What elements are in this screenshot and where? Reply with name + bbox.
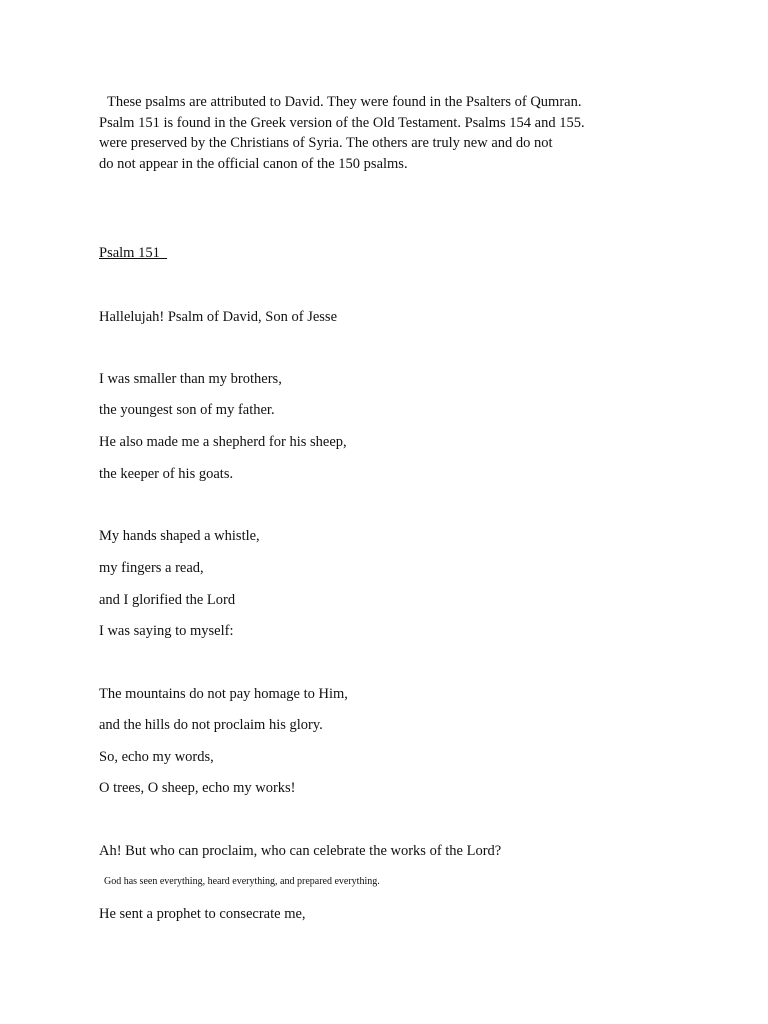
psalm-subtitle: Hallelujah! Psalm of David, Son of Jesse: [99, 309, 338, 325]
verse-line: My hands shaped a whistle,: [99, 528, 260, 544]
intro-line: Psalm 151 is found in the Greek version of the Old Testament. Psalms 154 and 155.: [99, 114, 585, 131]
verse-line: So, echo my words,: [99, 749, 214, 765]
small-verse-line: God has seen everything, heard everything, and prepared everything.: [104, 876, 380, 887]
verse-line: He also made me a shepherd for his sheep,: [99, 434, 347, 450]
intro-line: do not appear in the official canon of the 150 psalms.: [99, 155, 408, 172]
verse-line: my fingers a read,: [99, 560, 204, 576]
intro-line: were preserved by the Christians of Syria. The others are truly new and do not: [99, 135, 553, 151]
verse-line: He sent a prophet to consecrate me,: [99, 906, 306, 922]
psalm-heading: Psalm 151: [99, 245, 168, 261]
verse-line: the keeper of his goats.: [99, 466, 234, 482]
intro-line: These psalms are attributed to David. They were found in the Psalters of Qumran.: [107, 94, 582, 110]
verse-line: I was smaller than my brothers,: [99, 371, 282, 387]
verse-line: The mountains do not pay homage to Him,: [99, 686, 348, 702]
verse-line: Ah! But who can proclaim, who can celebrate the works of the Lord?: [99, 843, 502, 859]
verse-line: O trees, O sheep, echo my works!: [99, 780, 296, 796]
intro-paragraph: [99, 92, 659, 174]
verse-line: and the hills do not proclaim his glory.: [99, 717, 323, 733]
verse-line: I was saying to myself:: [99, 623, 234, 639]
verse-line: the youngest son of my father.: [99, 402, 275, 418]
verse-line: and I glorified the Lord: [99, 592, 236, 608]
